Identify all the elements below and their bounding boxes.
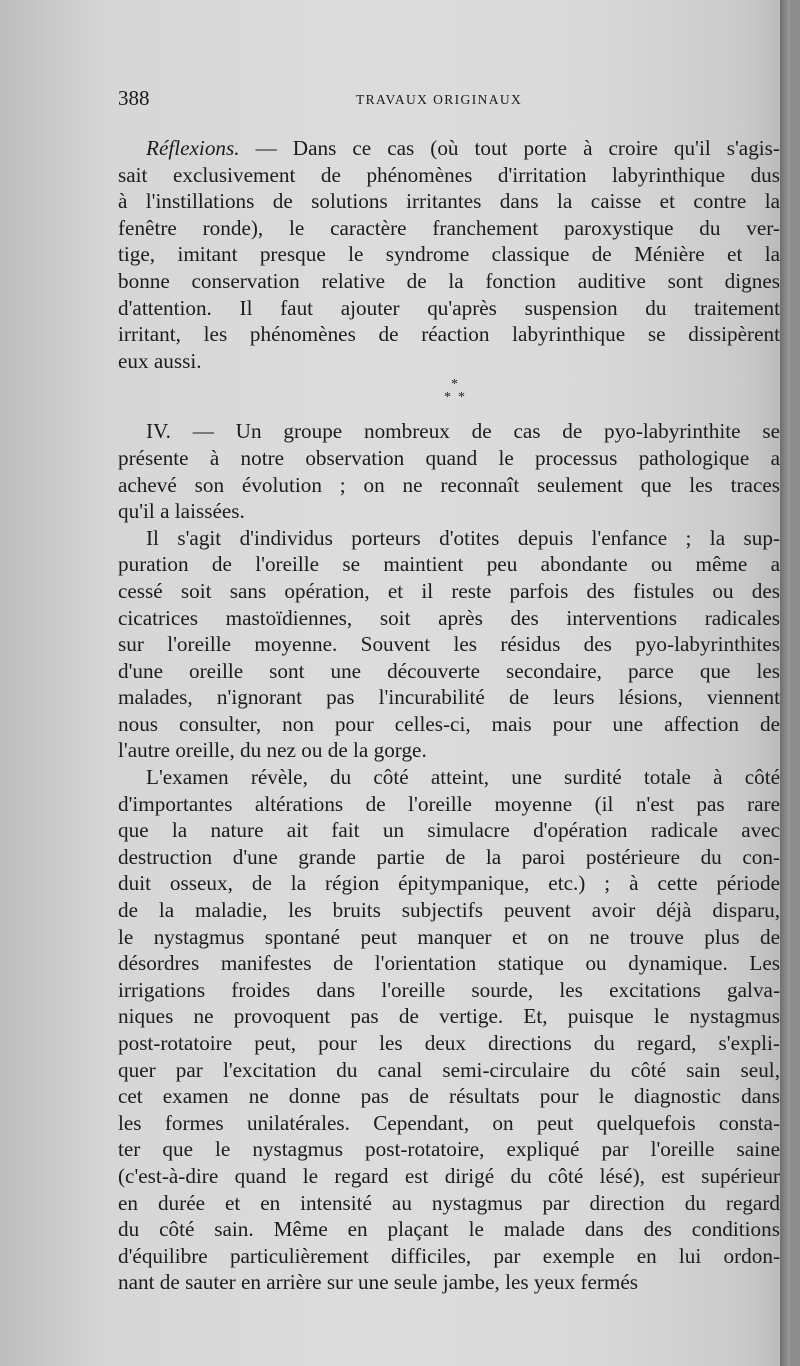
text-line: achevé son évolution ; on ne reconnaît seulement que les traces bbox=[118, 472, 780, 497]
text-line: IV. — Un groupe nombreux de cas de pyo-labyrinthite se bbox=[146, 419, 780, 444]
paragraph-individus bbox=[118, 525, 780, 764]
italic-lead: Réflexions. bbox=[146, 136, 240, 160]
text-line: niques ne provoquent pas de vertige. Et, puisque le nystagmus bbox=[118, 1004, 780, 1029]
text-line: cessé soit sans opération, et il reste parfois des fistules ou des bbox=[118, 578, 780, 603]
text-line: post-rotatoire peut, pour les deux directions du regard, s'expli- bbox=[118, 1031, 780, 1055]
text-line: sur l'oreille moyenne. Souvent les résidus des pyo-labyrinthites bbox=[118, 632, 780, 657]
text-line: destruction d'une grande partie de la paroi postérieure du con- bbox=[118, 844, 780, 869]
text-line: puration de l'oreille se maintient peu abondante ou même a bbox=[118, 552, 780, 577]
text-line: d'une oreille sont une découverte secondaire, parce que les bbox=[118, 658, 780, 683]
text-line: irrigations froides dans l'oreille sourde, les excitations galva- bbox=[118, 977, 780, 1002]
text-line: d'importantes altérations de l'oreille moyenne (il n'est pas rare bbox=[118, 791, 780, 816]
text-line: que la nature ait fait un simulacre d'opération radicale avec bbox=[118, 818, 780, 843]
paragraph-examen bbox=[118, 764, 780, 1296]
text-line: cicatrices mastoïdiennes, soit après des interventions radicales bbox=[118, 605, 780, 630]
text-line: désordres manifestes de l'orientation statique ou dynamique. Les bbox=[118, 951, 780, 976]
text-line: ter que le nystagmus post-rotatoire, expliqué par l'oreille saine bbox=[118, 1137, 780, 1162]
line-rest: — Dans ce cas (où tout porte à croire qu'il s'agis- bbox=[239, 136, 780, 160]
text-line: bonne conservation relative de la fonction auditive sont dignes bbox=[118, 268, 780, 293]
text-line: nant de sauter en arrière sur une seule jambe, les yeux fermés bbox=[118, 1270, 639, 1295]
running-title: TRAVAUX ORIGINAUX bbox=[356, 92, 523, 107]
text-line: nous consulter, non pour celles-ci, mais pour une affection de bbox=[118, 711, 780, 736]
text-line: eux aussi. bbox=[118, 348, 202, 373]
text-line: présente à notre observation quand le processus pathologique a bbox=[118, 445, 780, 470]
paragraph-reflexions bbox=[118, 135, 780, 374]
text-line: d'équilibre particulièrement difficiles, par exemple en lui ordon- bbox=[118, 1243, 780, 1268]
text-line: cet examen ne donne pas de résultats pour le diagnostic dans bbox=[118, 1084, 780, 1109]
text-line: irritant, les phénomènes de réaction labyrinthique se dissipèrent bbox=[118, 322, 780, 347]
text-line: (c'est-à-dire quand le regard est dirigé du côté lésé), est supérieur bbox=[118, 1163, 780, 1188]
asterism-star: * bbox=[458, 390, 465, 406]
text-line: qu'il a laissées. bbox=[118, 499, 245, 524]
running-head bbox=[118, 86, 780, 116]
text-line: en durée et en intensité au nystagmus par direction du regard bbox=[118, 1190, 780, 1215]
text-line: du côté sain. Même en plaçant le malade dans des conditions bbox=[118, 1217, 780, 1242]
text-line bbox=[118, 135, 780, 162]
text-block bbox=[118, 135, 780, 1296]
asterism-star: * bbox=[451, 377, 458, 393]
text-line: L'examen révèle, du côté atteint, une surdité totale à côté bbox=[146, 765, 780, 790]
text-line: de la maladie, les bruits subjectifs peuvent avoir déjà disparu, bbox=[118, 898, 780, 923]
text-line: quer par l'excitation du canal semi-circulaire du côté sain seul, bbox=[118, 1057, 780, 1082]
text-line: sait exclusivement de phénomènes d'irritation labyrinthique dus bbox=[118, 162, 780, 187]
page-edge-shadow bbox=[780, 0, 790, 1366]
text-line: à l'instillations de solutions irritantes dans la caisse et contre la bbox=[118, 189, 780, 214]
text-line: Il s'agit d'individus porteurs d'otites depuis l'enfance ; la sup- bbox=[146, 525, 780, 550]
text-line: malades, n'ignorant pas l'incurabilité de leurs lésions, viennent bbox=[118, 685, 780, 710]
paragraph-section-iv bbox=[118, 418, 780, 524]
text-line: les formes unilatérales. Cependant, on peut quelquefois consta- bbox=[118, 1110, 780, 1135]
text-line: le nystagmus spontané peut manquer et on ne trouve plus de bbox=[118, 924, 780, 949]
text-line: fenêtre ronde), le caractère franchement paroxystique du ver- bbox=[118, 215, 780, 240]
text-line: d'attention. Il faut ajouter qu'après suspension du traitement bbox=[118, 295, 780, 320]
text-line: l'autre oreille, du nez ou de la gorge. bbox=[118, 738, 427, 763]
text-line: duit osseux, de la région épitympanique, etc.) ; à cette période bbox=[118, 871, 780, 896]
asterism-star: * bbox=[444, 390, 451, 406]
text-line: tige, imitant presque le syndrome classique de Ménière et la bbox=[118, 242, 780, 267]
page-number: 388 bbox=[118, 86, 150, 110]
asterism-divider bbox=[118, 378, 780, 404]
